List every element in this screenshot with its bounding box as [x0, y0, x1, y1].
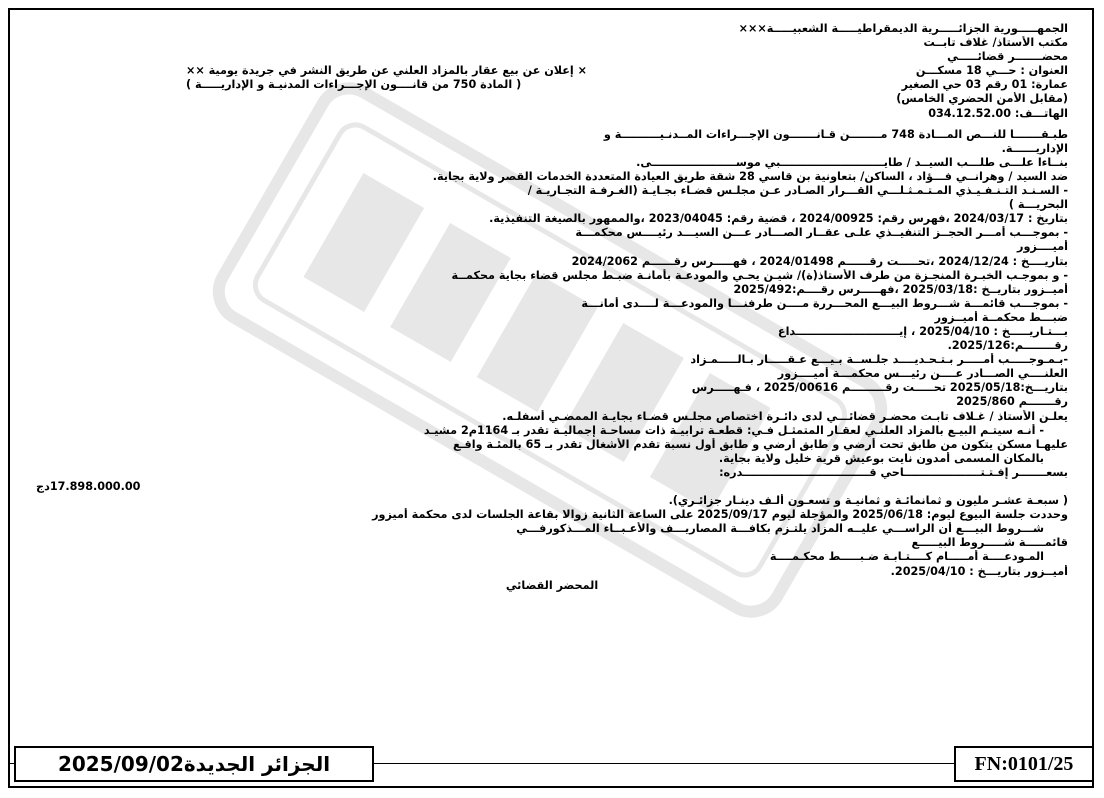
signature-line: المحضر القضائي [505, 578, 599, 592]
body-line: العلنــــي الصـــادر عــــن رئيـــس محكمـــة أميــــزور [777, 367, 1068, 381]
body-line: المـودعــــة أمـــــام كــــتـابـة ضـبـــــط محكـمــــة [769, 550, 1044, 564]
body-line: البحريـــة ) [1008, 198, 1068, 212]
price-line: 17.898.000.00دج [36, 480, 141, 493]
body-line: ( سبعـة عشـر مليون و ثمانمائـة و ثمانيـة و تسعـون ألـف دينـار جزائـري). [668, 494, 1068, 508]
body-line: بتاريخ : 2024/03/17 ،فهرس رقم: 2024/00925 ، قضية رقم: 2023/04045 ،والممهور بالصيغة التنفيذية. [489, 212, 1068, 226]
body-line: بسعـــــــر إفـتـتــــــــــــــــــــاحي قـــــــــــــــــــــــــــــــــدره: [719, 465, 1068, 479]
article-reference: ( المادة 750 من قانــــون الإجـــراءات المدنيـة و الإداريـــــة ) [186, 78, 522, 92]
body-line: بتاريــــخ : 2024/12/24 ،تحـــــت رقــــــم 2024/01498 ، فهـــــرس رقــــــم 2024/2062 [571, 254, 1068, 268]
body-line: -بـمـوجـــــب أمـــــر بـتـحـديــــد جلـســة بـيـــع عـقـــــار بـالـــــمـزاد [690, 353, 1068, 367]
body-line: رقــــــــم:2025/126. [947, 339, 1068, 353]
body-line: بنــاءا علـــى طلـــب السيــد / طايـــــــــــــــــــــــــــبي موســــــــــــــــــــــى. [636, 155, 1068, 169]
body-line: طبـقـــــــا للنـــص المـــادة 748 مــــــــن قـانـــــــون الإجـــراءات المــدنـيــــــــــة و [603, 127, 1068, 141]
announcement-title: × إعلان عن بيع عقار بالمزاد العلني عن طريق النشر في جريدة يومية ×× [186, 64, 588, 78]
republic-line: الجمهـــــورية الجزائـــــرية الديمقراطيـــــة الشعبيـــــة××× [738, 22, 1068, 35]
body-line: أميــــزور [1017, 240, 1068, 254]
body-line: الإداريــــــة. [1001, 141, 1068, 155]
fn-code-badge: FN:0101/25 [954, 746, 1094, 782]
body-line: - بموجـــب أمـــر الحجــز التنفيــذي علـى عقــار الصـــادر عـــن السيـــد رئيــــس محكمـــة [575, 226, 1068, 240]
address-label: العنوان : حـــي 18 مسكـــن [915, 64, 1068, 78]
body-line: - و بموجـب الخبـرة المنجـزة من طرف الأستاذ(ة)/ شيـن يحـي والمودعـة بأمانـة ضبـط مجلس قضاء بجاية محكمــة [451, 268, 1068, 282]
body-line: قائمـــــة شـــــروط البيـــــع [911, 536, 1068, 550]
building-line: عمارة: 01 رقم 03 حي الصغير [901, 78, 1068, 92]
body-line: عليهـا مسكن يتكون من طابق تحت أرضي و طابق أرضي و طابق أول نسبة تقدم الأشغال تقدر بـ 65 بالمئـة واقـع [452, 437, 1068, 451]
body-line: ضبـــط محكمــة أميــزور [934, 310, 1068, 324]
body-line: شـــروط البيـــع أن الراســـي عليــه المزاد يلتـزم بكافـــة المصاريـــف والأعـبــاء المـــذكورفـــي [516, 522, 1044, 536]
body-line: بـــتـاريـــــخ : 2025/04/10 ، إيـــــــــــــــــــــــــــداع [777, 324, 1068, 338]
announcement-body [36, 22, 1068, 593]
body-line: ضد السيد / وهرانــي فـــؤاد ، الساكن/ بتعاونية بن قاسي 28 شقة طريق العيادة المتعددة الخدمات القصر ولاية بجاية. [432, 169, 1068, 183]
office-line: مكتب الأستاذ/ غلاف تابــت [923, 36, 1068, 50]
body-line: بتاريـــخ:2025/05/18 تحـــــت رقـــــــــم 2025/00616 ، فـهـــــرس [691, 381, 1068, 395]
body-line: يعلـن الأستاذ / غـلاف تابـت محضـر قضائـــي لدى دائـرة اختصاص مجلـس قضـاء بجايـة الممضـي أسفلـه. [502, 409, 1068, 423]
body-line: وحددت جلسة البيوع ليوم: 2025/06/18 والمؤجلة ليوم 2025/09/17 على الساعة الثانية زوالا بقاعة الجلسات لدى محكمة أميزور [372, 508, 1068, 522]
landmark-line: (مقابل الأمن الحضري الخامس) [896, 92, 1068, 106]
body-line: - بموجـــب قائمـــة شـــروط البيـــع المحـــررة مــــن طرفنـــا والمودعـــة لــــدى أمانـــة [581, 296, 1068, 310]
body-line: رقـــــــم 2025/860 [956, 395, 1068, 409]
body-line: - السـنـد التـنـفـيـذي المـتـمـثـلـــي القـــرار الصـادر عـن مجلـس قضـاء بجـايـة (الغـرفـة التجـاريـة / [527, 184, 1068, 198]
footer [8, 738, 1094, 788]
body-line: بالمكان المسمى أمدون نايت بوعيش قرية خليل ولاية بجاية. [718, 451, 1044, 465]
phone-line: الهاتـــف: 034.12.52.00 [928, 106, 1068, 120]
body-line: أميــزور بتاريــخ :2025/03/18 ،فهـــــرس رقــــم:2025/492 [733, 282, 1068, 296]
address-row [36, 64, 1068, 78]
newspaper-date-badge: الجزائر الجديدة2025/09/02 [14, 746, 374, 782]
body-line: - أنـه سيتـم البيـع بالمزاد العلنـي لعقـار المتمثـل فـي: قطعـة ترابيـة ذات مساحـة إجماليـة تقدر بـ 1164م2 مشيـد [423, 423, 1044, 437]
body-line: أميــزور بتاريـــخ : 2025/04/10. [890, 564, 1068, 578]
building-row [36, 78, 1068, 92]
bailiff-line: محضـــــــر قضائـــــي [947, 50, 1068, 64]
